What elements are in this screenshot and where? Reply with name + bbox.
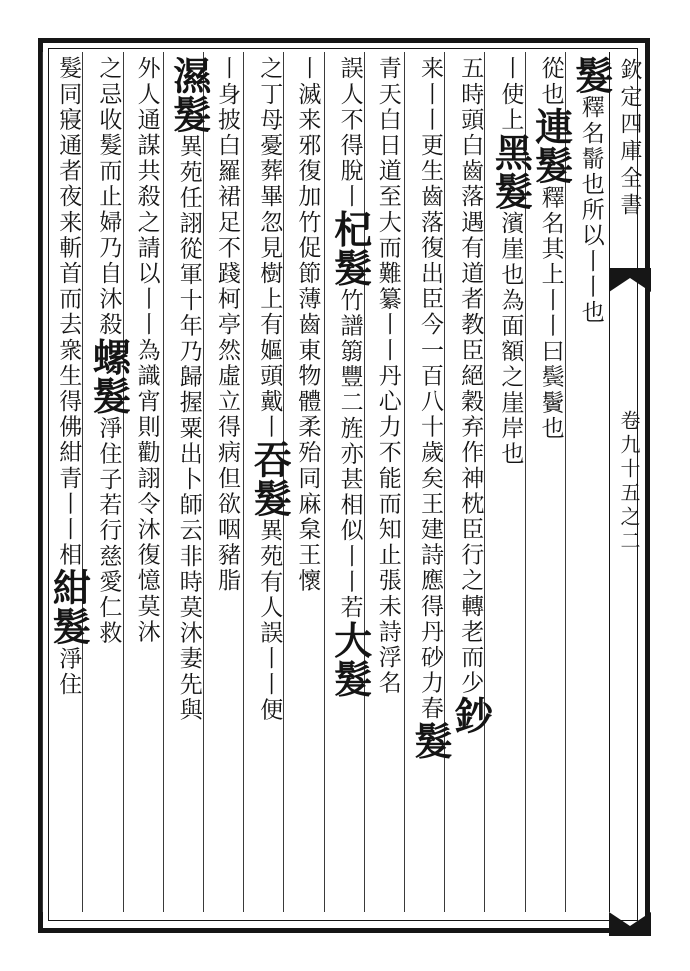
headword: 髮 [46,607,92,647]
headword: 髮 [488,171,534,211]
headword: 鈔 [448,696,494,735]
headword: 黑 [488,132,534,172]
column-text: 鬢也 [537,390,564,442]
book-title: 欽定四庫全書 [617,58,642,220]
text-column-1 [568,56,614,326]
headword: 濕 [166,56,212,95]
headword: 髮 [86,376,132,416]
headword: 髮 [568,56,614,95]
headword: 髮 [247,479,293,518]
headword: 大 [327,620,373,660]
fishtail-upper-icon [609,266,651,294]
column-text: 所以 [577,197,604,249]
headword: 紺 [46,568,92,608]
column-text: 釋名鬋也 [577,95,604,198]
headword: 螺 [86,337,132,377]
text-column-7 [327,56,373,699]
column-text: 竹促節薄齒東物體柔殆同麻枲 [294,209,321,543]
text-column-9 [247,56,293,723]
column-text: 青天白日道至大而難纂丨丨丹心力不能而知止張未詩浮名 [374,56,401,696]
text-column-4 [448,56,494,735]
column-rule [42,52,43,912]
column-text: 誤人不得脫丨 [336,56,363,210]
column-text: 丨丨也 [577,248,604,326]
column-text: 五時頭白齒落遇有道者教臣絕穀弃作神枕臣行之轉老而少 [457,56,484,696]
column-text: 衆生得佛紺青丨丨相 [55,337,82,569]
column-text: 来丨丨更生齒落復出臣今一百八十歲矣王建詩應得丹砂力春 [417,56,443,722]
headword: 髮 [528,146,574,186]
text-column-14 [46,56,92,698]
column-text: 濱崖也為面額之崖岸也 [497,210,524,467]
headword: 髮 [327,659,373,699]
column-text: 王懷 [294,542,321,594]
headword: 杞 [327,209,373,249]
fishtail-lower-icon [609,910,651,938]
column-text: 竹譜篛豐二旌亦甚相似丨丨若 [336,287,363,621]
column-text: 丨身披白羅裙足不踐柯亭然虛立 [214,56,240,415]
headword: 髮 [408,721,453,761]
column-text: 淨住 [55,646,82,698]
headword: 連 [528,107,574,147]
headword: 髮 [166,95,212,134]
headword: 髮 [327,248,373,288]
text-column-11 [166,56,212,723]
headword: 吞 [247,440,293,479]
column-text: 髮同寢通者夜来斬首而去 [55,56,82,338]
column-text: 丨滅来邪復加 [294,56,321,210]
column-text: 之忌收髮而止婦乃自沐殺 [95,56,122,338]
text-column-13 [86,56,132,647]
text-column-2 [528,56,574,442]
column-text: 釋名其上丨丨曰鬓 [537,185,564,391]
column-text: 淨住子若行慈愛仁救 [95,415,122,647]
text-column-12 [129,56,165,645]
text-column-3 [488,56,534,467]
text-column-10 [209,56,245,594]
column-text: 丨使上 [497,56,524,133]
juan-number: 卷九十五之二 [617,410,641,554]
column-text: 外人通謀共殺之請以丨丨為識宵則勸詡令沐復憶莫沐 [133,56,160,645]
column-text: 得病但欲咽豬脂 [214,414,240,594]
text-column-8 [289,56,325,594]
text-column-6 [370,56,406,696]
column-text: 異苑任詡從軍十年乃歸握粟出卜師云非時莫沐妻先與 [175,134,202,723]
column-text: 異苑有人誤丨丨便 [256,518,283,723]
column-text: 從也 [537,56,564,108]
column-text: 之丁母憂葬畢忽見樹上有嫗頭戴丨 [256,56,283,440]
text-column-5 [408,56,453,761]
